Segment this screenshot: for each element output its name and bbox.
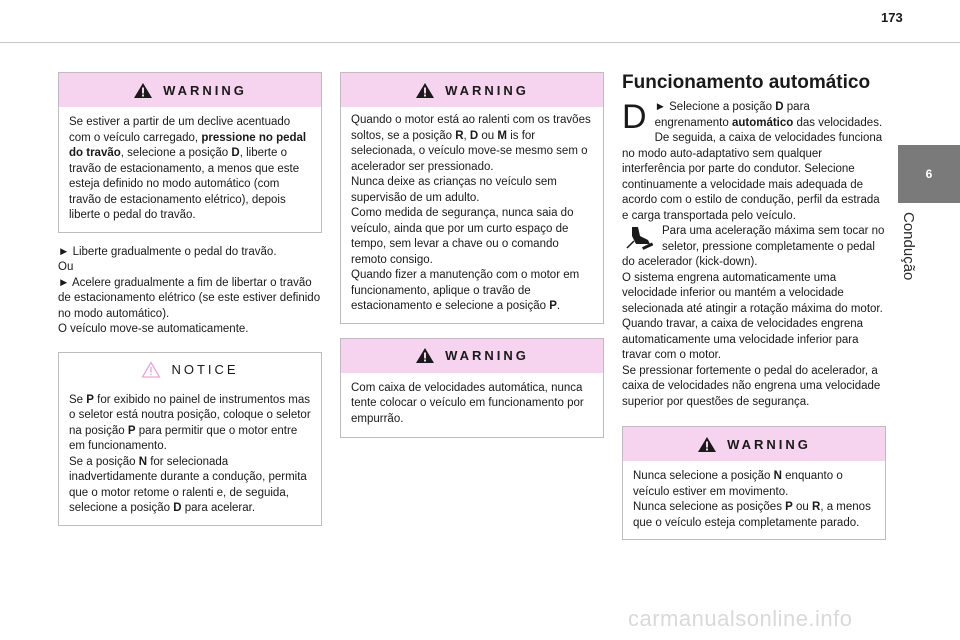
- bold-text: R: [455, 129, 464, 142]
- bold-text: pressione no pedal do travão: [69, 131, 307, 159]
- warning-body: [623, 461, 885, 539]
- step-line: ► Liberte gradualmente o pedal do travão.: [58, 245, 277, 258]
- text: Se estiver a partir de um declive acentuado com o veículo carregado,: [69, 116, 291, 144]
- gear-position-d-icon: D: [622, 98, 647, 136]
- paragraph: [69, 455, 311, 517]
- warning-body: [341, 107, 603, 323]
- section-body: [622, 100, 886, 410]
- warning-box-1: [58, 72, 322, 233]
- chapter-title: Condução: [900, 212, 917, 281]
- paragraph: Como medida de segurança, nunca saia do veículo, ainda que por um curto espaço de tempo, sem levar a chave ou o comando remoto consigo.: [351, 207, 574, 266]
- warning-title: WARNING: [445, 348, 529, 363]
- text: .: [556, 300, 561, 312]
- notice-title: NOTICE: [171, 362, 239, 377]
- paragraph: [622, 98, 886, 136]
- notice-triangle-icon: [141, 361, 161, 378]
- bold-text: P: [785, 501, 793, 513]
- foot-pedal-icon: [624, 224, 656, 252]
- warning-title: WARNING: [727, 436, 811, 452]
- text: Nunca selecione as posições: [633, 501, 786, 513]
- column-3: [622, 72, 886, 540]
- column-2: [340, 72, 604, 438]
- warning-header: [59, 73, 321, 107]
- paragraph: Nunca deixe as crianças no veículo sem supervisão de um adulto.: [351, 176, 557, 204]
- text: , selecione a posição: [120, 147, 232, 159]
- warning-title: WARNING: [445, 82, 529, 98]
- bold-text: P: [127, 424, 136, 437]
- top-rule: [0, 42, 960, 43]
- chapter-tab[interactable]: 6: [898, 145, 960, 203]
- warning-body: [59, 107, 321, 232]
- paragraph: De seguida, a caixa de velocidades funciona no modo auto-adaptativo sem qualquer interferência por parte do condutor. Selecione continuamente a velocidade mais adequada de acordo com o estilo de condução, perfil da estrada e carga transportada pelo veículo.: [622, 132, 883, 222]
- warning-box-3: [340, 338, 604, 439]
- step-line: ► Acelere gradualmente a fim de libertar o travão de estacionamento elétrico (se este estiver definido no modo automático).: [58, 276, 321, 320]
- warning-triangle-icon: [133, 82, 153, 99]
- section-heading: Funcionamento automático: [622, 72, 871, 93]
- paragraph: [633, 500, 875, 531]
- warning-header: [341, 339, 603, 373]
- paragraph: Quando travar, a caixa de velocidades engrena automaticamente uma velocidade inferior para travar com o motor.: [622, 318, 864, 361]
- bold-text: automático: [731, 116, 794, 129]
- text: for exibido no painel de instrumentos mas o seletor está noutra posição, coloque o seletor na posição: [69, 393, 311, 437]
- text: enquanto o veículo estiver em movimento.: [633, 470, 843, 498]
- text: Com caixa de velocidades automática, nunca tente colocar o veículo em funcionamento por empurrão.: [351, 381, 584, 425]
- warning-header: [623, 427, 885, 461]
- bold-text: D: [231, 147, 240, 159]
- bold-text: D: [775, 101, 784, 113]
- text: Se: [69, 393, 87, 406]
- bold-text: N: [773, 470, 782, 482]
- warning-triangle-icon: [415, 347, 435, 364]
- text: Quando o motor está ao ralenti com os travões soltos, se a posição: [351, 114, 591, 142]
- warning-triangle-icon: [415, 82, 435, 99]
- bold-text: R: [812, 501, 821, 513]
- warning-box-2: [340, 72, 604, 324]
- warning-body: [341, 373, 603, 438]
- warning-title: WARNING: [163, 82, 247, 98]
- notice-box: [58, 352, 322, 526]
- text: para engrenamento: [654, 101, 810, 129]
- paragraph: [633, 469, 875, 500]
- text: ou: [792, 501, 813, 513]
- text: Se a posição: [69, 455, 139, 468]
- text: para acelerar.: [181, 502, 256, 514]
- warning-box-4: [622, 426, 886, 540]
- bold-text: M: [497, 129, 507, 142]
- bold-text: P: [86, 393, 94, 406]
- text: Nunca selecione a posição: [633, 470, 774, 482]
- paragraph: [351, 113, 593, 175]
- text: for selecionada inadvertidamente durante a condução, permita que o motor retome o ralenti e, de seguida, selecione a posição: [69, 455, 307, 514]
- warning-triangle-icon: [697, 436, 717, 453]
- paragraph: [622, 224, 886, 271]
- bold-text: D: [469, 129, 479, 142]
- bold-text: D: [173, 502, 182, 514]
- warning-header: [341, 73, 603, 107]
- paragraph: O sistema engrena automaticamente uma velocidade inferior ou mantém a velocidade selecionada até atingir a rotação máxima do motor.: [622, 271, 883, 315]
- watermark: carmanualsonline.info: [628, 606, 853, 631]
- steps-block: [58, 245, 322, 338]
- text: Quando fizer a manutenção com o motor em funcionamento, aplique o travão de estacionamento e selecione a posição: [351, 269, 580, 312]
- notice-header: [59, 353, 321, 387]
- step-line: Ou: [58, 261, 74, 273]
- column-1: [58, 72, 322, 526]
- text: das velocidades.: [793, 116, 883, 129]
- text: ,: [463, 129, 470, 142]
- text: ► Selecione a posição: [654, 101, 776, 113]
- bold-text: N: [138, 455, 147, 468]
- text: , liberte o travão de estacionamento, a menos que este esteja definido no modo automático (com travão de estacionamento elétrico), depois liberte o pedal do travão.: [69, 147, 300, 221]
- text: is for selecionada, o veículo move-se mesmo sem o acelerador ser pressionado.: [351, 129, 588, 173]
- page-number: 173: [881, 10, 903, 25]
- text: , a menos que o veículo esteja completamente parado.: [633, 501, 871, 529]
- paragraph: [351, 268, 593, 315]
- notice-body: [59, 387, 321, 525]
- text: Para uma aceleração máxima sem tocar no seletor, pressione completamente o pedal do acelerador (kick-down).: [622, 225, 885, 268]
- text: ou: [478, 129, 498, 142]
- step-line: O veículo move-se automaticamente.: [58, 323, 249, 335]
- paragraph: Se pressionar fortemente o pedal do acelerador, a caixa de velocidades não engrena uma velocidade superior por questões de segurança.: [622, 364, 881, 408]
- text: para permitir que o motor entre em funcionamento.: [69, 424, 298, 452]
- bold-text: P: [549, 300, 557, 312]
- paragraph: [69, 393, 311, 455]
